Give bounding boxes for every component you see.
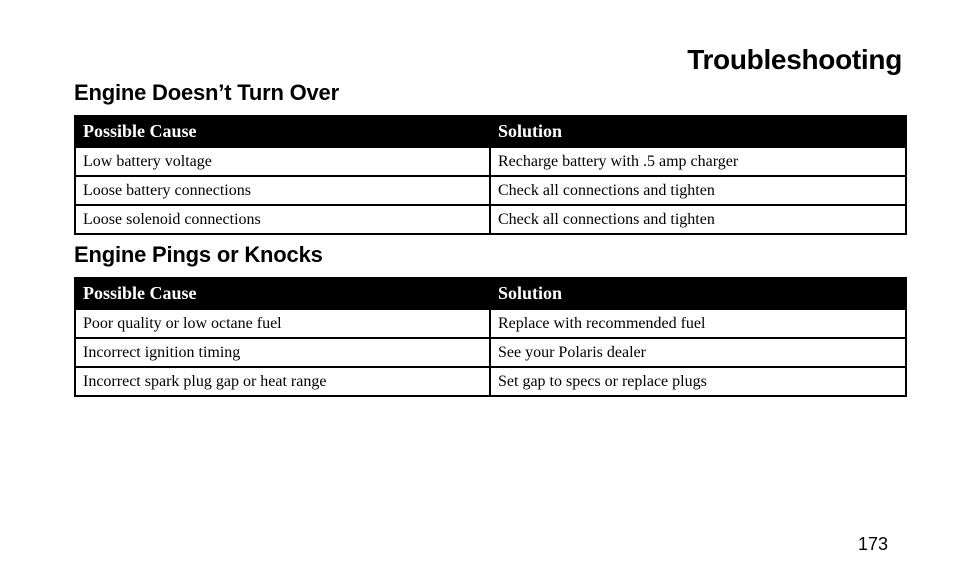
solution-cell: Check all connections and tighten (490, 205, 906, 234)
cause-cell: Loose battery connections (75, 176, 490, 205)
column-header-possible-cause: Possible Cause (75, 116, 490, 147)
table-row (75, 147, 906, 176)
table-row (75, 309, 906, 338)
table-header-row (75, 116, 906, 147)
cause-cell: Incorrect spark plug gap or heat range (75, 367, 490, 396)
troubleshooting-table-engine-pings-or-knocks (74, 277, 907, 397)
section-heading-engine-pings-or-knocks: Engine Pings or Knocks (74, 242, 323, 267)
column-header-solution: Solution (490, 116, 906, 147)
solution-cell: Recharge battery with .5 amp charger (490, 147, 906, 176)
page-title: Troubleshooting (687, 44, 902, 75)
cause-cell: Incorrect ignition timing (75, 338, 490, 367)
solution-cell: Set gap to specs or replace plugs (490, 367, 906, 396)
troubleshooting-table-engine-doesnt-turn-over (74, 115, 907, 235)
table-row (75, 338, 906, 367)
cause-cell: Low battery voltage (75, 147, 490, 176)
cause-cell: Poor quality or low octane fuel (75, 309, 490, 338)
section-heading-engine-doesnt-turn-over: Engine Doesn’t Turn Over (74, 80, 339, 105)
column-header-solution: Solution (490, 278, 906, 309)
page-number: 173 (857, 534, 888, 554)
column-header-possible-cause: Possible Cause (75, 278, 490, 309)
solution-cell: Replace with recommended fuel (490, 309, 906, 338)
solution-cell: Check all connections and tighten (490, 176, 906, 205)
table-row (75, 205, 906, 234)
table-header-row (75, 278, 906, 309)
table-row (75, 367, 906, 396)
cause-cell: Loose solenoid connections (75, 205, 490, 234)
solution-cell: See your Polaris dealer (490, 338, 906, 367)
table-row (75, 176, 906, 205)
